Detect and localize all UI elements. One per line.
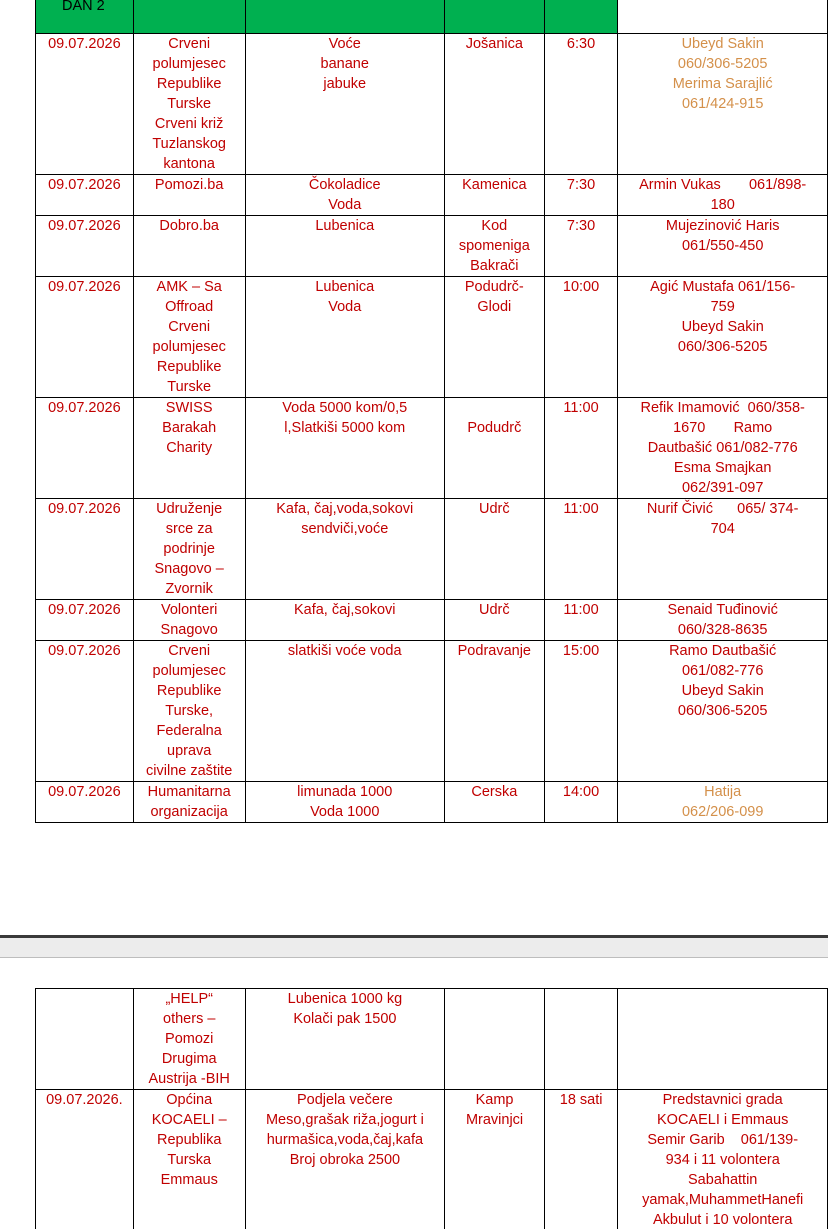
contact-line: 061/424-915 (681, 96, 764, 112)
schedule-table (35, 0, 828, 823)
organization-line: Drugima (161, 1051, 217, 1067)
items-line: sendviči,voće (301, 521, 389, 537)
contact-line: 060/306-5205 (677, 703, 768, 719)
date-text: 09.07.2026. (46, 1092, 123, 1108)
organization-line: KOCAELI – (151, 1112, 227, 1128)
items-cell (245, 782, 444, 823)
date-text: 09.07.2026 (48, 218, 121, 234)
time-text: 11:00 (563, 400, 599, 416)
items-line: Podjela večere (296, 1092, 393, 1108)
location-line (448, 398, 541, 418)
contact-line: 934 i 11 volontera (665, 1152, 780, 1168)
page-separator (0, 935, 828, 958)
organization-cell (133, 989, 245, 1090)
organization-line: Republike (156, 76, 222, 92)
organization-line: Tuzlanskog (152, 136, 226, 152)
contact-line: 060/306-5205 (677, 339, 768, 355)
organization-line: Crveni križ (154, 116, 224, 132)
table-row (36, 499, 828, 600)
contact-cell (618, 499, 828, 600)
organization-line: Austrija -BIH (148, 1071, 230, 1087)
organization-cell (133, 216, 245, 277)
date-text: 09.07.2026 (48, 602, 121, 618)
items-line: jabuke (323, 76, 367, 92)
items-line: Meso,grašak riža,jogurt i (265, 1112, 424, 1128)
time-cell (544, 641, 618, 782)
organization-cell (133, 34, 245, 175)
location-line: Udrč (479, 602, 510, 618)
location-line: spomeniga (458, 238, 530, 254)
contact-cell (618, 989, 828, 1090)
contact-cell (618, 782, 828, 823)
location-cell (445, 1090, 545, 1229)
time-cell (544, 782, 618, 823)
contact-cell (618, 600, 828, 641)
organization-line: polumjesec (152, 663, 226, 679)
organization-line: podrinje (163, 541, 215, 557)
items-line: Voda 5000 kom/0,5 (282, 400, 408, 416)
location-line: Kamenica (462, 177, 527, 193)
items-line: hurmašica,voda,čaj,kafa (266, 1132, 424, 1148)
document-page-2 (0, 958, 828, 1229)
organization-line: civilne zaštite (146, 763, 233, 779)
table-row (36, 782, 828, 823)
date-text: 09.07.2026 (48, 177, 121, 193)
schedule-table-continued (35, 988, 828, 1229)
location-line: Podudrč (467, 420, 522, 436)
contact-line: Senaid Tuđinović (667, 602, 778, 618)
items-cell (245, 175, 444, 216)
location-line: Bakrači (470, 258, 519, 274)
organization-line: others – (163, 1011, 216, 1027)
items-cell (245, 499, 444, 600)
organization-line: srce za (165, 521, 213, 537)
table-row (36, 989, 828, 1090)
date-cell (36, 989, 134, 1090)
date-cell (36, 216, 134, 277)
date-text: 09.07.2026 (48, 400, 121, 416)
date-text: 09.07.2026 (48, 279, 121, 295)
organization-line: Pomozi.ba (154, 177, 224, 193)
header-row (36, 0, 828, 34)
table-row (36, 277, 828, 398)
organization-line: Turska (167, 1152, 212, 1168)
organization-line: Charity (166, 440, 213, 456)
items-cell (245, 34, 444, 175)
items-cell (245, 216, 444, 277)
time-cell (544, 34, 618, 175)
location-cell (444, 600, 544, 641)
location-cell (444, 175, 544, 216)
organization-cell (133, 600, 245, 641)
organization-cell (133, 499, 245, 600)
table-row (36, 398, 828, 499)
items-line: Lubenica 1000 kg (287, 991, 403, 1007)
contact-line: yamak,MuhammetHanefi (642, 1192, 804, 1208)
location-cell (444, 34, 544, 175)
items-line: Voda (328, 197, 362, 213)
organization-line: AMK – Sa (156, 279, 222, 295)
organization-line: polumjesec (152, 56, 226, 72)
time-text: 15:00 (562, 643, 600, 659)
location-cell (444, 216, 544, 277)
location-line: Podudrč- (464, 279, 524, 295)
time-cell (544, 277, 618, 398)
time-text: 14:00 (562, 784, 600, 800)
table-row (36, 1090, 828, 1229)
date-cell (36, 398, 134, 499)
items-line: l,Slatkiši 5000 kom (284, 420, 406, 436)
date-text: 09.07.2026 (48, 36, 121, 52)
contact-line: 1670 Ramo (673, 420, 773, 436)
contact-cell (618, 175, 828, 216)
contact-line: 062/391-097 (681, 480, 764, 496)
items-cell (245, 277, 444, 398)
organization-cell (133, 782, 245, 823)
time-text: 10:00 (562, 279, 600, 295)
contact-line: Sabahattin (688, 1172, 758, 1188)
organization-line: Crveni (168, 319, 211, 335)
organization-line: Federalna (156, 723, 222, 739)
organization-line: organizacija (150, 804, 228, 820)
contact-line: Merima Sarajlić (672, 76, 773, 92)
items-line: Kafa, čaj,voda,sokovi (276, 501, 414, 517)
organization-line: uprava (167, 743, 212, 759)
date-cell (36, 641, 134, 782)
location-line: Podravanje (457, 643, 531, 659)
contact-cell (618, 34, 828, 175)
organization-line: Pomozi (165, 1031, 214, 1047)
items-cell (245, 641, 444, 782)
organization-cell (133, 277, 245, 398)
items-line: Čokoladice (308, 177, 381, 193)
time-cell (544, 175, 618, 216)
items-line: Kafa, čaj,sokovi (293, 602, 396, 618)
table-row (36, 641, 828, 782)
organization-line: polumjesec (152, 339, 226, 355)
contact-line: Ramo Dautbašić (669, 643, 777, 659)
organization-line: SWISS (165, 400, 213, 416)
contact-line: Ubeyd Sakin (681, 683, 764, 699)
location-line: Jošanica (465, 36, 523, 52)
time-text: 7:30 (566, 218, 596, 234)
organization-line: Zvornik (165, 581, 213, 597)
time-cell (544, 600, 618, 641)
organization-line: Volonteri (160, 602, 218, 618)
contact-line: Agić Mustafa 061/156- (650, 279, 796, 295)
organization-line: Republike (156, 683, 222, 699)
contact-cell (618, 1090, 828, 1229)
time-text: 18 sati (559, 1092, 603, 1108)
items-line: Lubenica (315, 279, 375, 295)
date-cell (36, 175, 134, 216)
organization-cell (133, 398, 245, 499)
organization-line: „HELP“ (165, 991, 213, 1007)
organization-line: Turske, (165, 703, 214, 719)
date-cell (36, 782, 134, 823)
location-cell (444, 499, 544, 600)
date-cell (36, 600, 134, 641)
organization-line: Dobro.ba (159, 218, 219, 234)
location-cell (444, 782, 544, 823)
organization-line: Snagovo (160, 622, 218, 638)
organization-line: Emmaus (160, 1172, 218, 1188)
contact-line: 061/550-450 (681, 238, 764, 254)
location-line: Mravinjci (465, 1112, 524, 1128)
contact-line: Armin Vukas 061/898- (639, 177, 807, 193)
items-cell (245, 1090, 445, 1229)
items-cell (245, 398, 444, 499)
contact-line: Akbulut i 10 volontera (652, 1212, 793, 1228)
items-line: Voda 1000 (310, 804, 380, 820)
organization-cell (133, 175, 245, 216)
contact-cell (618, 398, 828, 499)
organization-line: Barakah (162, 420, 217, 436)
contact-line: 062/206-099 (681, 804, 764, 820)
date-cell (36, 277, 134, 398)
contact-cell (618, 277, 828, 398)
location-line: Kod (481, 218, 508, 234)
organization-line: Udruženje (156, 501, 223, 517)
organization-line: Općina (166, 1092, 213, 1108)
items-line: Lubenica (315, 218, 375, 234)
contact-line: Mujezinović Haris (665, 218, 780, 234)
contact-cell (618, 641, 828, 782)
items-line: slatkiši voće voda (287, 643, 402, 659)
contact-line: Ubeyd Sakin (681, 319, 764, 335)
items-cell (245, 600, 444, 641)
day-label: DAN 2 (36, 0, 134, 34)
location-cell (444, 398, 544, 499)
location-line: Glodi (477, 299, 512, 315)
location-cell (445, 989, 545, 1090)
items-line: limunada 1000 (297, 784, 393, 800)
date-cell (36, 1090, 134, 1229)
table-row (36, 216, 828, 277)
table-row (36, 34, 828, 175)
organization-line: Turske (167, 96, 212, 112)
contact-line: Ubeyd Sakin (681, 36, 764, 52)
date-cell (36, 34, 134, 175)
contact-line: Hatija (704, 784, 742, 800)
time-cell (544, 499, 618, 600)
contact-line: 180 (710, 197, 735, 213)
organization-line: Crveni (168, 36, 211, 52)
contact-line: 060/306-5205 (677, 56, 768, 72)
location-line: Cerska (471, 784, 518, 800)
contact-line: 060/328-8635 (677, 622, 768, 638)
date-cell (36, 499, 134, 600)
date-text: 09.07.2026 (48, 643, 121, 659)
organization-line: Snagovo – (154, 561, 224, 577)
time-text: 7:30 (566, 177, 596, 193)
organization-cell (133, 641, 245, 782)
organization-line: Humanitarna (147, 784, 231, 800)
items-line: banane (320, 56, 369, 72)
contact-line: KOCAELI i Emmaus (657, 1112, 789, 1128)
table-row (36, 600, 828, 641)
date-text: 09.07.2026 (48, 784, 121, 800)
items-line: Voda (328, 299, 362, 315)
location-cell (444, 277, 544, 398)
location-line: Udrč (479, 501, 510, 517)
organization-line: Turske (167, 379, 212, 395)
contact-line: Dautbašić 061/082-776 (647, 440, 798, 456)
time-cell (544, 989, 618, 1090)
contact-line: 704 (710, 521, 735, 537)
contact-line: 061/082-776 (681, 663, 764, 679)
location-line: Kamp (475, 1092, 514, 1108)
table-row (36, 175, 828, 216)
organization-line: Republika (156, 1132, 222, 1148)
organization-cell (133, 1090, 245, 1229)
items-line: Kolači pak 1500 (293, 1011, 397, 1027)
contact-line: Refik Imamović 060/358- (640, 400, 805, 416)
items-cell (245, 989, 445, 1090)
organization-line: Republike (156, 359, 222, 375)
time-cell (544, 398, 618, 499)
organization-line: kantona (163, 156, 215, 172)
organization-line: Crveni (168, 643, 211, 659)
time-text: 6:30 (566, 36, 596, 52)
contact-cell (618, 216, 828, 277)
time-cell (544, 1090, 618, 1229)
organization-line: Offroad (165, 299, 214, 315)
time-cell (544, 216, 618, 277)
contact-line: Nurif Čivić 065/ 374- (646, 501, 799, 517)
contact-line: 759 (710, 299, 735, 315)
time-text: 11:00 (563, 602, 599, 618)
location-cell (444, 641, 544, 782)
date-text: 09.07.2026 (48, 501, 121, 517)
items-line: Voće (328, 36, 361, 52)
contact-line: Semir Garib 061/139- (647, 1132, 799, 1148)
items-line: Broj obroka 2500 (289, 1152, 401, 1168)
contact-line: Predstavnici grada (662, 1092, 783, 1108)
time-text: 11:00 (563, 501, 599, 517)
contact-line: Esma Smajkan (673, 460, 772, 476)
